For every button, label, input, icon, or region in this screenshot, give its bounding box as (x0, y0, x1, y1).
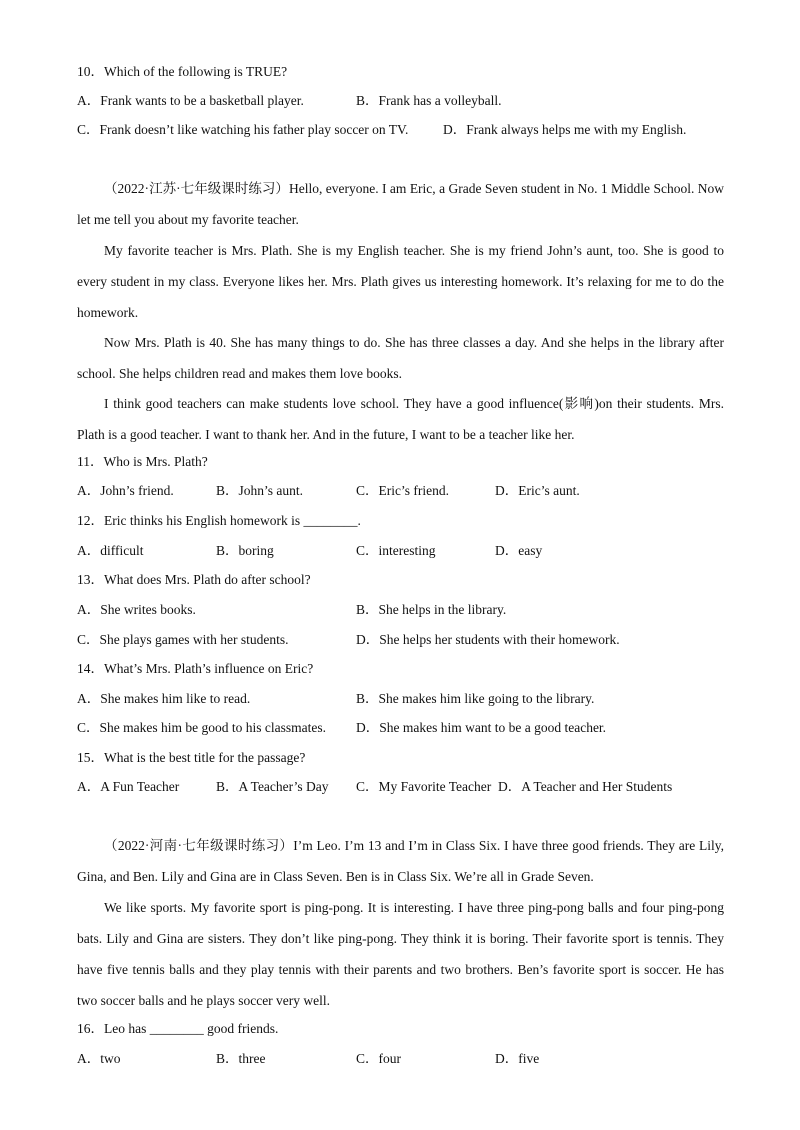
q10-option-c[interactable]: C．Frank doesn’t like watching his father play soccer on TV. (77, 122, 409, 137)
question-11-stem: 11．Who is Mrs. Plath? (77, 454, 208, 469)
question-13-stem: 13．What does Mrs. Plath do after school? (77, 572, 311, 587)
q14-option-c[interactable]: C．She makes him be good to his classmates. (77, 720, 326, 735)
question-10-stem: 10．Which of the following is TRUE? (77, 64, 288, 79)
q15-option-c[interactable]: C．My Favorite Teacher (356, 779, 492, 794)
question-14-stem: 14．What’s Mrs. Plath’s influence on Eric? (77, 661, 314, 676)
q15-option-a[interactable]: A．A Fun Teacher (77, 779, 180, 794)
q13-option-c[interactable]: C．She plays games with her students. (77, 632, 289, 647)
q14-option-d[interactable]: D．She makes him want to be a good teacher. (356, 720, 607, 735)
q11-option-a[interactable]: A．John’s friend. (77, 483, 174, 498)
q13-option-b[interactable]: B．She helps in the library. (356, 602, 507, 617)
q14-option-a[interactable]: A．She makes him like to read. (77, 691, 251, 706)
q10-option-a[interactable]: A．Frank wants to be a basketball player. (77, 93, 304, 108)
q10-option-d[interactable]: D．Frank always helps me with my English. (443, 122, 687, 137)
q12-option-c[interactable]: C．interesting (356, 543, 436, 558)
passage2-paragraph-4: I think good teachers can make students love school. They have a good influence(影响)on their students. Mrs. Plath is a good teacher. I want to thank her. And in the future, I want to be a teacher like her. (77, 396, 724, 442)
question-12-stem: 12．Eric thinks his English homework is ________. (77, 513, 361, 528)
question-15-stem: 15．What is the best title for the passage? (77, 750, 306, 765)
passage3-paragraph-1: （2022·河南·七年级课时练习）I’m Leo. I’m 13 and I’m in Class Six. I have three good friends. They are Lily, Gina, and Ben. Lily and Gina are in Class Seven. Ben is in Class Six. We’re all in Grade Seven. (77, 838, 724, 884)
q13-option-a[interactable]: A．She writes books. (77, 602, 196, 617)
q16-option-d[interactable]: D．five (495, 1051, 540, 1066)
q16-option-c[interactable]: C．four (356, 1051, 401, 1066)
q11-option-d[interactable]: D．Eric’s aunt. (495, 483, 580, 498)
q16-option-a[interactable]: A．two (77, 1051, 121, 1066)
passage2-paragraph-1: （2022·江苏·七年级课时练习）Hello, everyone. I am Eric, a Grade Seven student in No. 1 Middle School. Now let me tell you about my favorite teacher. (77, 181, 724, 227)
passage2-paragraph-2: My favorite teacher is Mrs. Plath. She is my English teacher. She is my friend John’s aunt, too. She is good to every student in my class. Everyone likes her. Mrs. Plath gives us interesting homework. It’s relaxing for me to do the homework. (77, 243, 724, 320)
q12-option-b[interactable]: B．boring (216, 543, 274, 558)
q15-option-b[interactable]: B．A Teacher’s Day (216, 779, 329, 794)
q10-option-b[interactable]: B．Frank has a volleyball. (356, 93, 502, 108)
passage2-paragraph-3: Now Mrs. Plath is 40. She has many things to do. She has three classes a day. And she helps in the library after school. She helps children read and makes them love books. (77, 335, 724, 381)
q12-option-d[interactable]: D．easy (495, 543, 543, 558)
q16-option-b[interactable]: B．three (216, 1051, 266, 1066)
q12-option-a[interactable]: A．difficult (77, 543, 144, 558)
q11-option-b[interactable]: B．John’s aunt. (216, 483, 304, 498)
q14-option-b[interactable]: B．She makes him like going to the library. (356, 691, 595, 706)
q11-option-c[interactable]: C．Eric’s friend. (356, 483, 449, 498)
question-16-stem: 16．Leo has ________ good friends. (77, 1021, 279, 1036)
passage3-paragraph-2: We like sports. My favorite sport is ping-pong. It is interesting. I have three ping-pong balls and four ping-pong bats. Lily and Gina are sisters. They don’t like ping-pong. They think it is boring. Their favorite sport is tennis. They have five tennis balls and they play tennis with their parents and two brothers. Ben’s favorite sport is soccer. He has two soccer balls and he plays soccer very well. (77, 900, 724, 1008)
q13-option-d[interactable]: D．She helps her students with their homework. (356, 632, 620, 647)
q15-option-d[interactable]: D．A Teacher and Her Students (498, 779, 673, 794)
